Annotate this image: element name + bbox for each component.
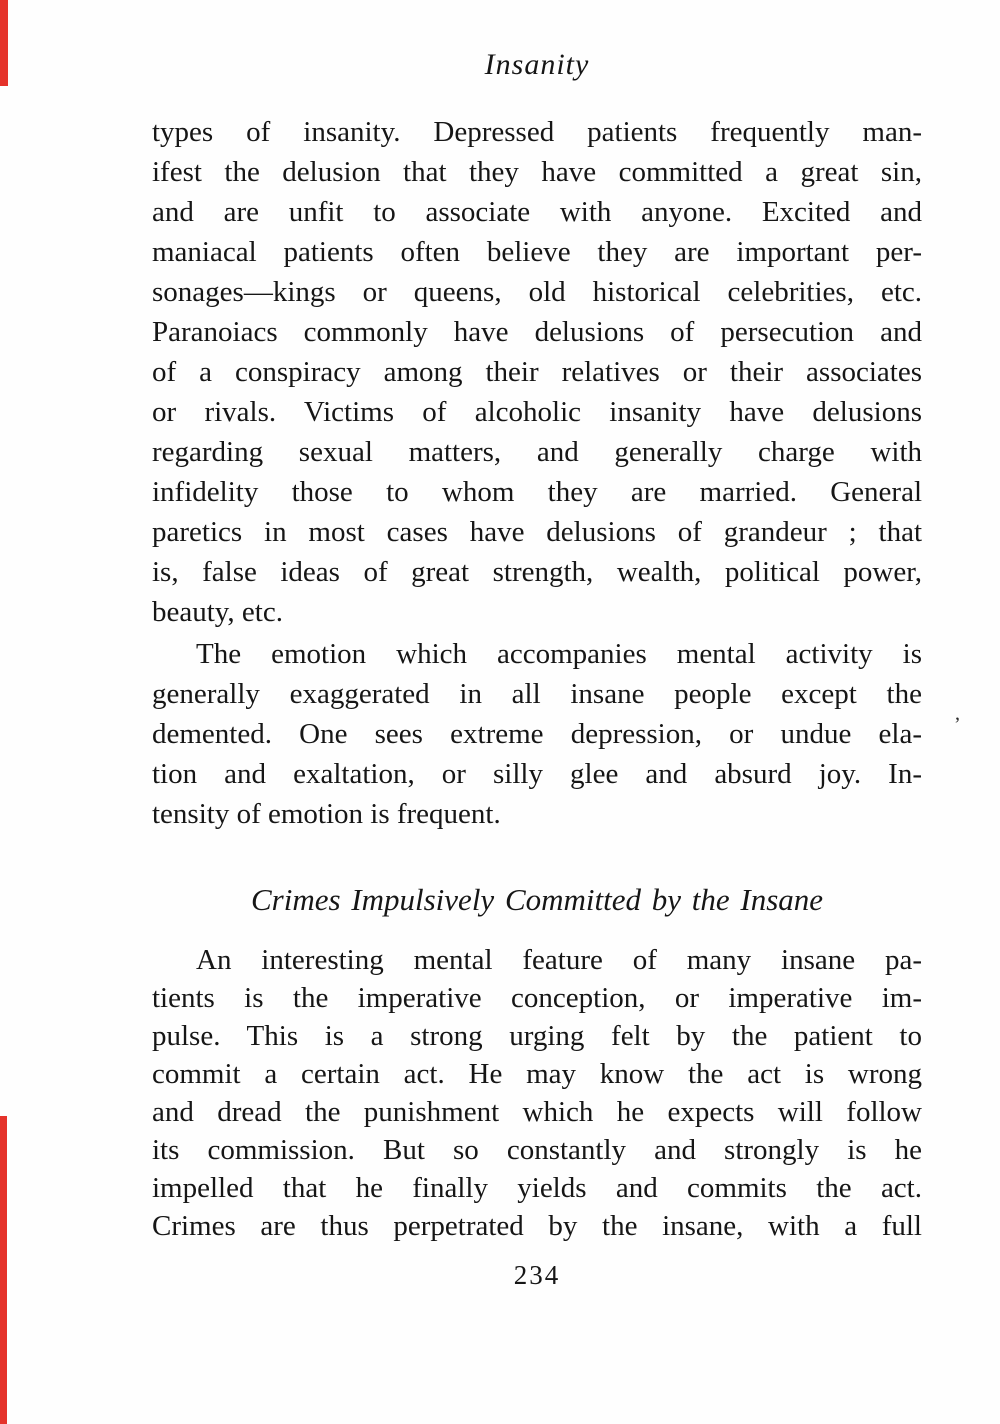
- paragraph: [152, 634, 922, 834]
- text-line: and dread the punishment which he expects will follow: [152, 1096, 922, 1128]
- text-line: maniacal patients often believe they are important per-: [152, 236, 922, 268]
- text-line: The emotion which accompanies mental activity is: [196, 638, 922, 670]
- text-line: tients is the imperative conception, or imperative im-: [152, 982, 922, 1014]
- text-line: and are unfit to associate with anyone. Excited and: [152, 196, 922, 228]
- text-line: sonages—kings or queens, old historical celebrities, etc.: [152, 276, 922, 308]
- text-line: commit a certain act. He may know the act is wrong: [152, 1058, 922, 1090]
- text-line: Crimes are thus perpetrated by the insane, with a full: [152, 1210, 922, 1242]
- section-heading: Crimes Impulsively Committed by the Insane: [250, 882, 824, 917]
- text-line: pulse. This is a strong urging felt by the patient to: [152, 1020, 922, 1052]
- red-scan-edge-mark-bottom: [0, 1116, 7, 1424]
- text-line: impelled that he finally yields and commits the act.: [152, 1172, 922, 1204]
- text-line: is, false ideas of great strength, wealth, political power,: [152, 556, 922, 588]
- red-scan-edge-mark-top: [0, 0, 8, 86]
- text-line: demented. One sees extreme depression, or undue ela-: [152, 718, 922, 750]
- text-line: An interesting mental feature of many insane pa-: [196, 944, 922, 976]
- text-line: beauty, etc.: [152, 596, 283, 628]
- text-line: Paranoiacs commonly have delusions of persecution and: [152, 316, 922, 348]
- text-line: paretics in most cases have delusions of grandeur ; that: [152, 516, 922, 548]
- page-number: 234: [513, 1260, 561, 1290]
- text-line: tion and exaltation, or silly glee and absurd joy. In-: [152, 758, 922, 790]
- text-line: ifest the delusion that they have committed a great sin,: [152, 156, 922, 188]
- text-line: of a conspiracy among their relatives or their associates: [152, 356, 922, 388]
- paragraph: [152, 941, 922, 1245]
- text-line: types of insanity. Depressed patients frequently man-: [152, 116, 922, 148]
- text-line: generally exaggerated in all insane people except the: [152, 678, 922, 710]
- running-header: Insanity: [484, 48, 590, 81]
- text-line: or rivals. Victims of alcoholic insanity have delusions: [152, 396, 922, 428]
- text-line: regarding sexual matters, and generally charge with: [152, 436, 922, 468]
- text-line: infidelity those to whom they are married. General: [152, 476, 922, 508]
- text-line: tensity of emotion is frequent.: [152, 798, 501, 830]
- text-line: its commission. But so constantly and strongly is he: [152, 1134, 922, 1166]
- paragraph: [152, 112, 922, 632]
- stray-ink-mark: ʼ: [954, 714, 961, 736]
